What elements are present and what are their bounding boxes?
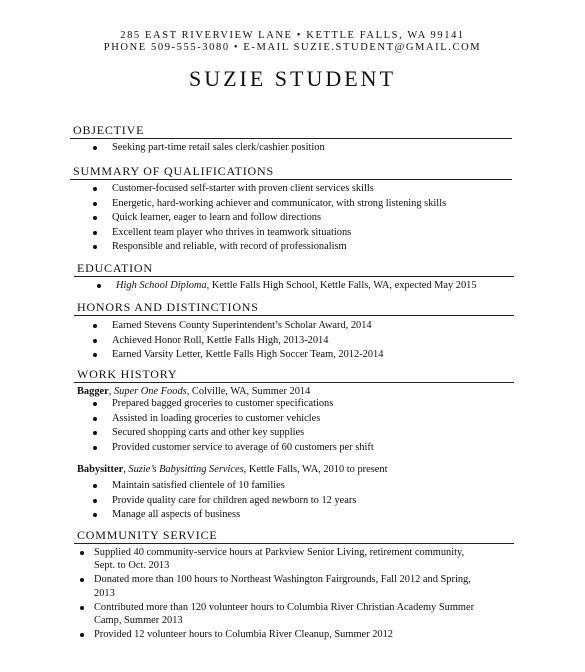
bullet-icon xyxy=(93,231,97,235)
objective-item: Seeking part-time retail sales clerk/cashier position xyxy=(112,142,325,153)
bullet-icon xyxy=(93,402,97,406)
bullet-icon xyxy=(93,484,97,488)
diploma-name: High School Diploma xyxy=(116,280,207,291)
bullet-icon xyxy=(80,578,84,582)
bullet-icon xyxy=(93,324,97,328)
bullet-icon xyxy=(80,606,84,610)
work-rule xyxy=(74,382,514,383)
job-item: Manage all aspects of business xyxy=(112,509,241,520)
honors-item: Earned Varsity Letter, Kettle Falls High Soccer Team, 2012-2014 xyxy=(112,349,384,360)
objective-rule xyxy=(70,138,512,139)
summary-heading: SUMMARY OF QUALIFICATIONS xyxy=(73,164,274,178)
summary-item: Quick learner, eager to learn and follow directions xyxy=(112,212,322,223)
job-title-line: Bagger, Super One Foods, Colville, WA, Summer 2014 xyxy=(77,386,311,397)
bullet-icon xyxy=(93,187,97,191)
objective-heading: OBJECTIVE xyxy=(73,123,145,137)
bullet-icon xyxy=(93,417,97,421)
honors-rule xyxy=(74,315,514,316)
bullet-icon xyxy=(93,513,97,517)
community-item-line: 2013 xyxy=(94,588,115,599)
bullet-icon xyxy=(80,633,84,637)
bullet-icon xyxy=(93,202,97,206)
community-heading: COMMUNITY SERVICE xyxy=(77,528,218,542)
summary-item: Energetic, hard-working achiever and communicator, with strong listening skills xyxy=(112,198,447,209)
bullet-icon xyxy=(93,339,97,343)
education-heading: EDUCATION xyxy=(77,261,153,275)
job-item: Maintain satisfied clientele of 10 families xyxy=(112,480,285,491)
education-rule xyxy=(74,276,514,277)
work-heading: WORK HISTORY xyxy=(77,367,178,381)
job-title-line: Babysitter, Suzie’s Babysitting Services, Kettle Falls, WA, 2010 to present xyxy=(77,464,388,475)
job-item: Secured shopping carts and other key supplies xyxy=(112,427,305,438)
honors-item: Achieved Honor Roll, Kettle Falls High, 2013-2014 xyxy=(112,335,329,346)
bullet-icon xyxy=(93,353,97,357)
community-item-line: Camp, Summer 2013 xyxy=(94,615,183,626)
bullet-icon xyxy=(97,284,101,288)
contact-line: PHONE 509-555-3080 • E-MAIL SUZIE.STUDENT@GMAIL.COM xyxy=(103,42,482,53)
job-title: Bagger xyxy=(77,386,109,397)
community-item-line: Donated more than 100 hours to Northeast Washington Fairgrounds, Fall 2012 and Spring, xyxy=(94,574,471,585)
summary-item: Responsible and reliable, with record of professionalism xyxy=(112,241,347,252)
job-employer: Super One Foods xyxy=(113,386,187,397)
job-item: Provide quality care for children aged newborn to 12 years xyxy=(112,495,357,506)
community-rule xyxy=(74,543,514,544)
summary-item: Customer-focused self-starter with proven client services skills xyxy=(112,183,374,194)
community-item-line: Sept. to Oct. 2013 xyxy=(94,560,170,571)
community-item-line: Provided 12 volunteer hours to Columbia River Cleanup, Summer 2012 xyxy=(94,629,393,640)
bullet-icon xyxy=(93,245,97,249)
job-details: , Kettle Falls, WA, 2010 to present xyxy=(243,464,388,475)
community-item-line: Contributed more than 120 volunteer hours to Columbia River Christian Academy Summer xyxy=(94,602,475,613)
honors-heading: HONORS AND DISTINCTIONS xyxy=(77,300,259,314)
job-item: Provided customer service to average of 60 customers per shift xyxy=(112,442,374,453)
bullet-icon xyxy=(93,431,97,435)
job-item: Assisted in loading groceries to customer vehicles xyxy=(112,413,321,424)
summary-item: Excellent team player who thrives in teamwork situations xyxy=(112,227,352,238)
job-details: , Colville, WA, Summer 2014 xyxy=(186,386,311,397)
bullet-icon xyxy=(93,446,97,450)
bullet-icon xyxy=(93,499,97,503)
candidate-name: SUZIE STUDENT xyxy=(188,66,397,91)
job-item: Prepared bagged groceries to customer specifications xyxy=(112,398,334,409)
bullet-icon xyxy=(80,551,84,555)
education-item xyxy=(116,279,477,292)
bullet-icon xyxy=(93,146,97,150)
job-employer: Suzie’s Babysitting Services xyxy=(128,464,244,475)
summary-rule xyxy=(70,179,512,180)
job-title: Babysitter xyxy=(77,464,124,475)
bullet-icon xyxy=(93,216,97,220)
community-item-line: Supplied 40 community-service hours at Parkview Senior Living, retirement community, xyxy=(94,547,465,558)
address-line: 285 EAST RIVERVIEW LANE • KETTLE FALLS, WA 99141 xyxy=(120,30,465,41)
education-details: , Kettle Falls High School, Kettle Falls, WA, expected May 2015 xyxy=(206,280,477,291)
honors-item: Earned Stevens County Superintendent’s Scholar Award, 2014 xyxy=(112,320,372,331)
